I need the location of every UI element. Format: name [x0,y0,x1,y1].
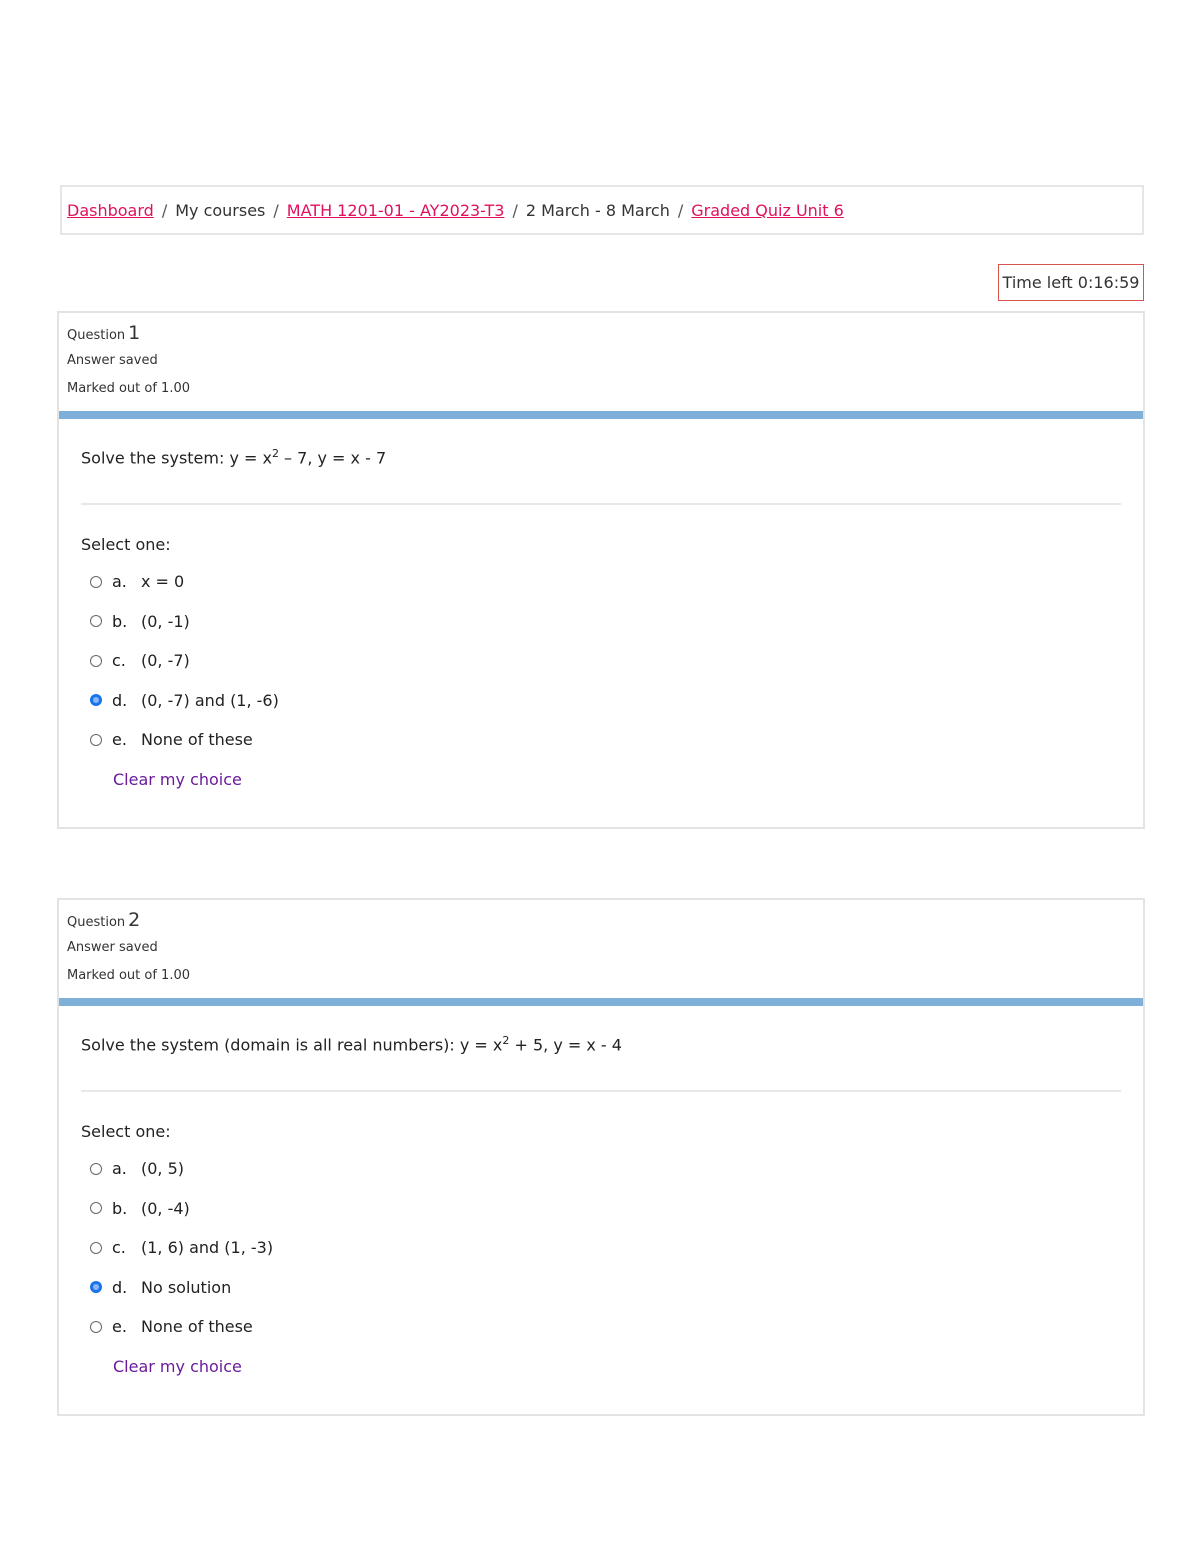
question-number-value: 2 [128,909,141,931]
breadcrumb-separator: / [677,200,684,220]
radio-button[interactable] [90,1202,102,1214]
breadcrumb-separator: / [161,200,168,220]
select-one-prompt: Select one: [81,1122,171,1141]
answer-option-e[interactable] [81,1307,1121,1347]
answer-option-a[interactable] [81,562,1121,602]
question-text [81,447,1121,503]
option-letter: d. [112,1277,128,1297]
question-label: Question [67,328,126,343]
question-mark: Marked out of 1.00 [67,968,191,983]
question-card [57,898,1145,1416]
question-info [59,900,1143,998]
breadcrumb-quiz-link[interactable]: Graded Quiz Unit 6 [691,200,844,220]
question-text-main: Solve the system (domain is all real numbers): y = x [81,1035,503,1055]
option-letter: c. [112,1238,126,1258]
breadcrumb-separator: / [273,200,279,220]
breadcrumb-week: 2 March - 8 March [525,200,670,220]
clear-my-choice-link[interactable]: Clear my choice [113,1356,242,1376]
radio-button-selected[interactable] [90,694,102,706]
breadcrumb-separator: / [512,200,518,220]
breadcrumb-my-courses: My courses [175,200,266,220]
question-text-main: Solve the system: y = x [81,448,272,468]
question-state: Answer saved [67,940,158,955]
option-text: (0, 5) [141,1159,185,1179]
option-text: (0, -4) [141,1198,190,1218]
question-text-exponent: 2 [502,1034,510,1047]
radio-button[interactable] [90,1242,102,1254]
question-number [67,322,1143,344]
radio-button[interactable] [90,1163,102,1175]
answer-option-e[interactable] [81,720,1121,760]
radio-button-selected[interactable] [90,1281,102,1293]
question-label: Question [67,915,126,930]
question-state: Answer saved [67,353,158,368]
option-text: None of these [141,730,253,750]
answer-option-c[interactable] [81,1228,1121,1268]
question-text-rest: – 7, y = x - 7 [278,448,387,468]
radio-button[interactable] [90,615,102,627]
question-number-value: 1 [128,322,141,344]
question-content [59,419,1143,789]
answer-options [81,562,1121,760]
question-text [81,1034,1121,1090]
radio-button[interactable] [90,734,102,746]
answer-option-d[interactable] [81,1268,1121,1308]
question-text-exponent: 2 [271,447,279,460]
option-text: x = 0 [141,572,185,592]
question-separator [81,1090,1121,1092]
option-text: No solution [141,1277,232,1297]
answer-option-b[interactable] [81,1189,1121,1229]
answer-option-b[interactable] [81,602,1121,642]
option-letter: d. [112,690,128,710]
question-info [59,313,1143,411]
radio-button[interactable] [90,1321,102,1333]
option-text: (0, -1) [141,611,190,631]
option-text: (1, 6) and (1, -3) [141,1238,274,1258]
answer-option-c[interactable] [81,641,1121,681]
option-letter: b. [112,611,128,631]
option-letter: a. [112,1159,127,1179]
option-text: None of these [141,1317,253,1337]
time-left-timer: Time left 0:16:59 [998,264,1144,301]
select-one-prompt: Select one: [81,535,171,554]
radio-button[interactable] [90,655,102,667]
option-letter: c. [112,651,126,671]
question-separator [81,503,1121,505]
breadcrumb-dashboard-link[interactable]: Dashboard [67,200,154,220]
question-divider-bar [59,411,1143,419]
radio-button[interactable] [90,576,102,588]
answer-option-d[interactable] [81,681,1121,721]
breadcrumb [60,185,1144,235]
option-text: (0, -7) [141,651,190,671]
question-number [67,909,1143,931]
question-divider-bar [59,998,1143,1006]
option-letter: b. [112,1198,128,1218]
question-card [57,311,1145,829]
answer-option-a[interactable] [81,1149,1121,1189]
clear-my-choice-link[interactable]: Clear my choice [113,769,242,789]
option-letter: e. [112,730,127,750]
breadcrumb-course-link[interactable]: MATH 1201-01 - AY2023-T3 [286,200,505,220]
option-letter: e. [112,1317,127,1337]
question-text-rest: + 5, y = x - 4 [509,1035,622,1055]
option-letter: a. [112,572,127,592]
question-content [59,1006,1143,1376]
question-mark: Marked out of 1.00 [67,381,191,396]
answer-options [81,1149,1121,1347]
option-text: (0, -7) and (1, -6) [141,690,279,710]
